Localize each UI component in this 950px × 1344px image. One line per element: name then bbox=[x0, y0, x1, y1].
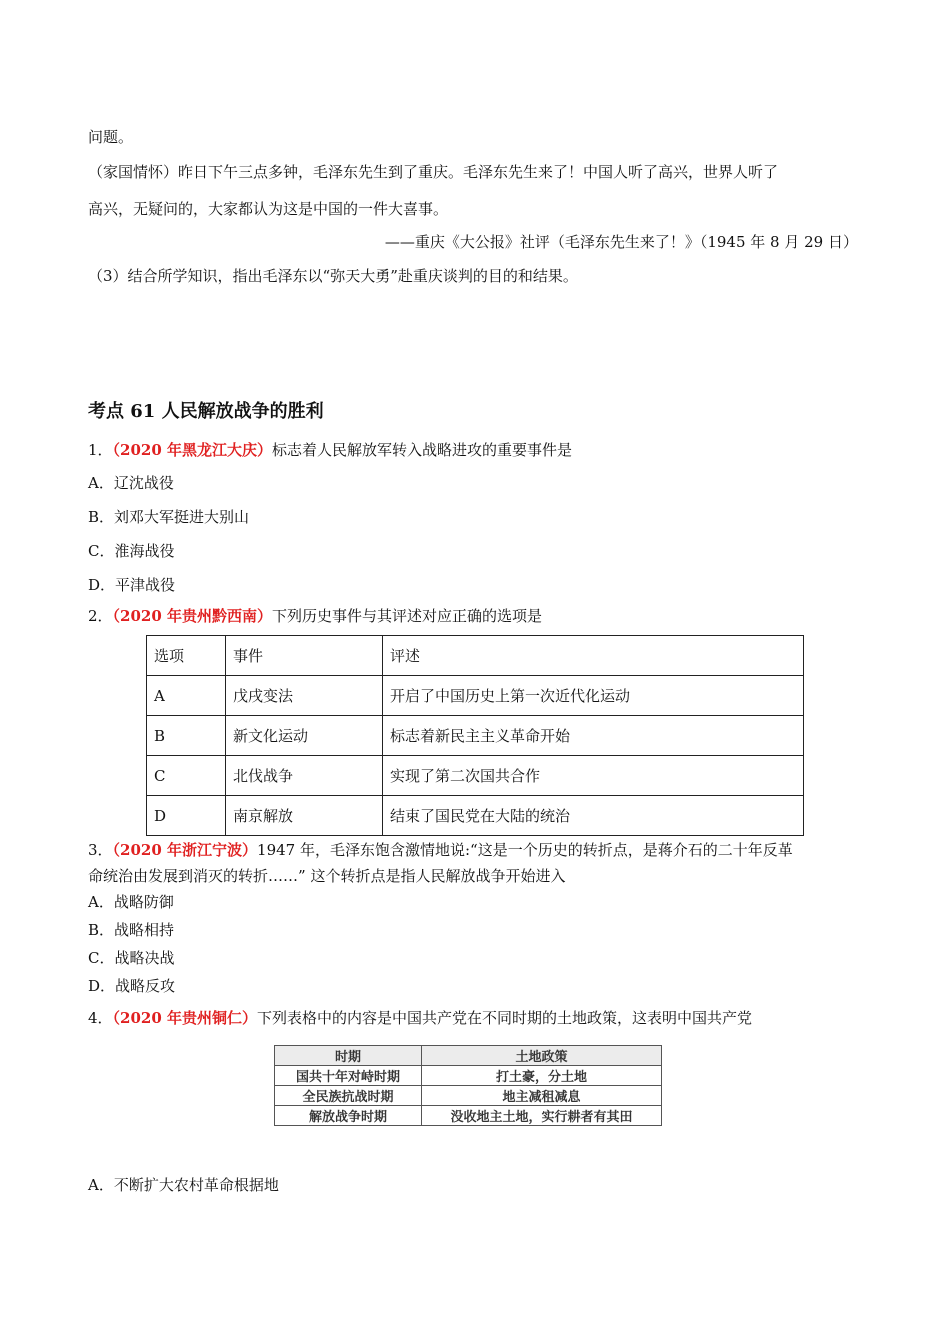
question-source: （2020 年浙江宁波） bbox=[112, 841, 258, 859]
quote-line-2: 高兴，无疑问的，大家都认为这是中国的一件大喜事。 bbox=[88, 200, 449, 218]
table-cell: 国共十年对峙时期 bbox=[275, 1066, 422, 1086]
question-text: 标志着人民解放军转入战略进攻的重要事件是 bbox=[272, 441, 573, 459]
table-cell: 解放战争时期 bbox=[275, 1106, 422, 1126]
table-cell: B bbox=[147, 716, 226, 756]
question-2-stem bbox=[88, 606, 542, 626]
table-header-row bbox=[147, 636, 804, 676]
table-cell: 南京解放 bbox=[226, 796, 383, 836]
table-header-cell: 时期 bbox=[275, 1046, 422, 1066]
section-title: 考点 61 人民解放战争的胜利 bbox=[88, 401, 324, 422]
land-policy-table bbox=[274, 1045, 662, 1126]
table-cell: C bbox=[147, 756, 226, 796]
question-1-stem bbox=[88, 440, 572, 460]
table-cell: 地主减租减息 bbox=[422, 1086, 662, 1106]
table-cell: A bbox=[147, 676, 226, 716]
option-b: B．战略相持 bbox=[88, 921, 175, 939]
table-header-cell: 事件 bbox=[226, 636, 383, 676]
table-header-cell: 土地政策 bbox=[422, 1046, 662, 1066]
question-source: （2020 年贵州黔西南） bbox=[112, 607, 273, 625]
table-row bbox=[275, 1066, 662, 1086]
table-cell: 全民族抗战时期 bbox=[275, 1086, 422, 1106]
table-cell: 开启了中国历史上第一次近代化运动 bbox=[383, 676, 804, 716]
question-3-stem bbox=[88, 840, 793, 860]
quote-line-1: （家国情怀）昨日下午三点多钟，毛泽东先生到了重庆。毛泽东先生来了！中国人听了高兴，世界人听了 bbox=[88, 163, 779, 181]
table-row bbox=[275, 1106, 662, 1126]
events-table bbox=[146, 635, 804, 836]
table-cell: D bbox=[147, 796, 226, 836]
table-row bbox=[147, 756, 804, 796]
table-row bbox=[147, 796, 804, 836]
table-cell: 打土豪，分土地 bbox=[422, 1066, 662, 1086]
question-number: 4． bbox=[88, 1009, 113, 1027]
question-3-stem-cont: 命统治由发展到消灭的转折……” 这个转折点是指人民解放战争开始进入 bbox=[88, 867, 566, 885]
table-cell: 结束了国民党在大陆的统治 bbox=[383, 796, 804, 836]
table-row bbox=[147, 716, 804, 756]
question-source: （2020 年贵州铜仁） bbox=[112, 1009, 258, 1027]
question-source: （2020 年黑龙江大庆） bbox=[112, 441, 273, 459]
question-number: 1． bbox=[88, 441, 113, 459]
option-a: A．战略防御 bbox=[88, 893, 174, 911]
question-number: 2． bbox=[88, 607, 113, 625]
option-b: B．刘邓大军挺进大别山 bbox=[88, 508, 250, 526]
table-cell: 标志着新民主主义革命开始 bbox=[383, 716, 804, 756]
question-3-prompt: （3）结合所学知识，指出毛泽东以“弥天大勇”赴重庆谈判的目的和结果。 bbox=[88, 267, 578, 285]
table-header-row bbox=[275, 1046, 662, 1066]
question-continuation: 问题。 bbox=[88, 128, 134, 146]
table-cell: 没收地主土地，实行耕者有其田 bbox=[422, 1106, 662, 1126]
question-text: 1947 年，毛泽东饱含激情地说:“这是一个历史的转折点，是蒋介石的二十年反革 bbox=[257, 841, 793, 859]
option-a: A．辽沈战役 bbox=[88, 474, 174, 492]
table-cell: 戊戌变法 bbox=[226, 676, 383, 716]
table-header-cell: 选项 bbox=[147, 636, 226, 676]
table-cell: 北伐战争 bbox=[226, 756, 383, 796]
table-header-cell: 评述 bbox=[383, 636, 804, 676]
question-text: 下列历史事件与其评述对应正确的选项是 bbox=[272, 607, 543, 625]
option-c: C．淮海战役 bbox=[88, 542, 175, 560]
option-c: C．战略决战 bbox=[88, 949, 175, 967]
quote-attribution: ——重庆《大公报》社评（毛泽东先生来了！》（1945 年 8 月 29 日） bbox=[384, 233, 858, 251]
question-4-stem bbox=[88, 1008, 752, 1028]
option-d: D．平津战役 bbox=[88, 576, 176, 594]
table-row bbox=[147, 676, 804, 716]
table-cell: 新文化运动 bbox=[226, 716, 383, 756]
table-cell: 实现了第二次国共合作 bbox=[383, 756, 804, 796]
question-text: 下列表格中的内容是中国共产党在不同时期的土地政策，这表明中国共产党 bbox=[257, 1009, 753, 1027]
question-number: 3． bbox=[88, 841, 113, 859]
option-d: D．战略反攻 bbox=[88, 977, 176, 995]
table-row bbox=[275, 1086, 662, 1106]
option-a: A．不断扩大农村革命根据地 bbox=[88, 1176, 279, 1194]
